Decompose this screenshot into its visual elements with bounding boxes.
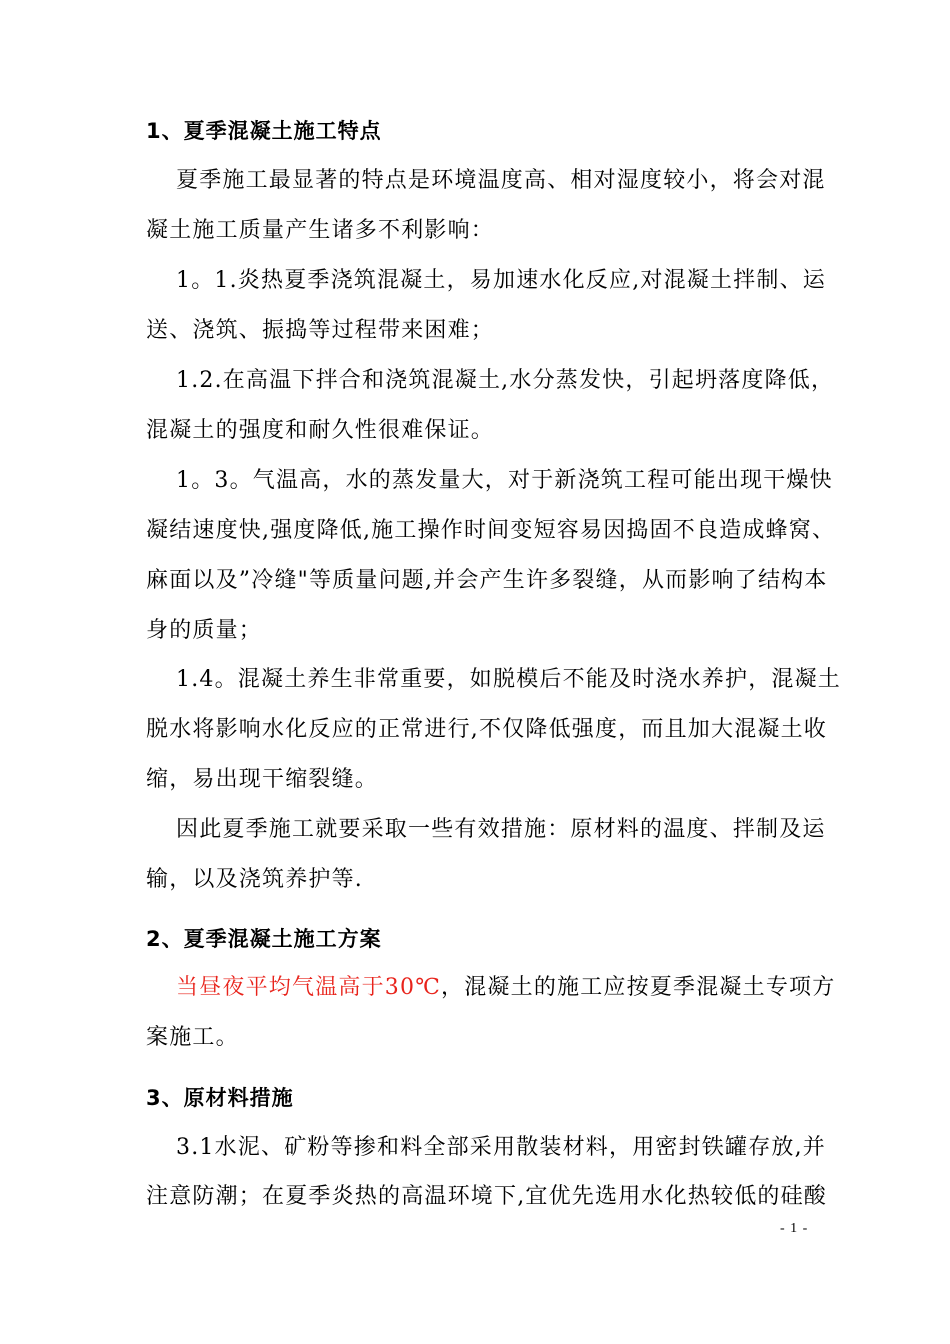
paragraph-line: 1。3。气温高，水的蒸发量大，对于新浇筑工程可能出现干燥快 [176,468,833,493]
paragraph-line: 注意防潮；在夏季炎热的高温环境下,宜优先选用水化热较低的硅酸 [146,1184,827,1209]
paragraph-line: 混凝土的强度和耐久性很难保证。 [146,418,495,443]
paragraph-line: 凝结速度快,强度降低,施工操作时间变短容易因捣固不良造成蜂窝、 [146,518,836,543]
paragraph-line: 1.2.在高温下拌合和浇筑混凝土,水分蒸发快，引起坍落度降低， [176,368,835,393]
section-2-heading: 2、夏季混凝土施工方案 [146,927,382,951]
paragraph-line: 夏季施工最显著的特点是环境温度高、相对湿度较小，将会对混 [176,168,826,193]
section-3-heading: 3、原材料措施 [146,1086,294,1110]
paragraph-text: ，混凝土的施工应按夏季混凝土专项方 [441,975,836,1000]
paragraph-line: 凝土施工质量产生诸多不利影响： [146,218,495,243]
paragraph-line: 麻面以及”冷缝"等质量问题,并会产生许多裂缝，从而影响了结构本 [146,568,828,593]
paragraph-line: 缩，易出现干缩裂缝。 [146,767,379,792]
paragraph-line: 输，以及浇筑养护等. [146,867,363,892]
paragraph-line [176,975,835,1001]
paragraph-line: 案施工。 [146,1025,239,1050]
section-1-heading: 1、夏季混凝土施工特点 [146,119,382,143]
paragraph-line: 脱水将影响水化反应的正常进行,不仅降低强度，而且加大混凝土收 [146,717,827,742]
page-number: - 1 - [780,1221,809,1236]
paragraph-line: 1.4。混凝土养生非常重要，如脱模后不能及时浇水养护，混凝土 [176,667,841,692]
paragraph-line: 送、浇筑、振捣等过程带来困难； [146,318,495,343]
highlight-text: 当昼夜平均气温高于30℃ [176,975,442,1000]
paragraph-line: 因此夏季施工就要采取一些有效措施：原材料的温度、拌制及运 [176,817,826,842]
paragraph-line: 3.1水泥、矿粉等掺和料全部采用散装材料，用密封铁罐存放,并 [176,1135,826,1160]
paragraph-line: 1。1.炎热夏季浇筑混凝土，易加速水化反应,对混凝土拌制、运 [176,268,826,293]
paragraph-line: 身的质量； [146,618,263,643]
